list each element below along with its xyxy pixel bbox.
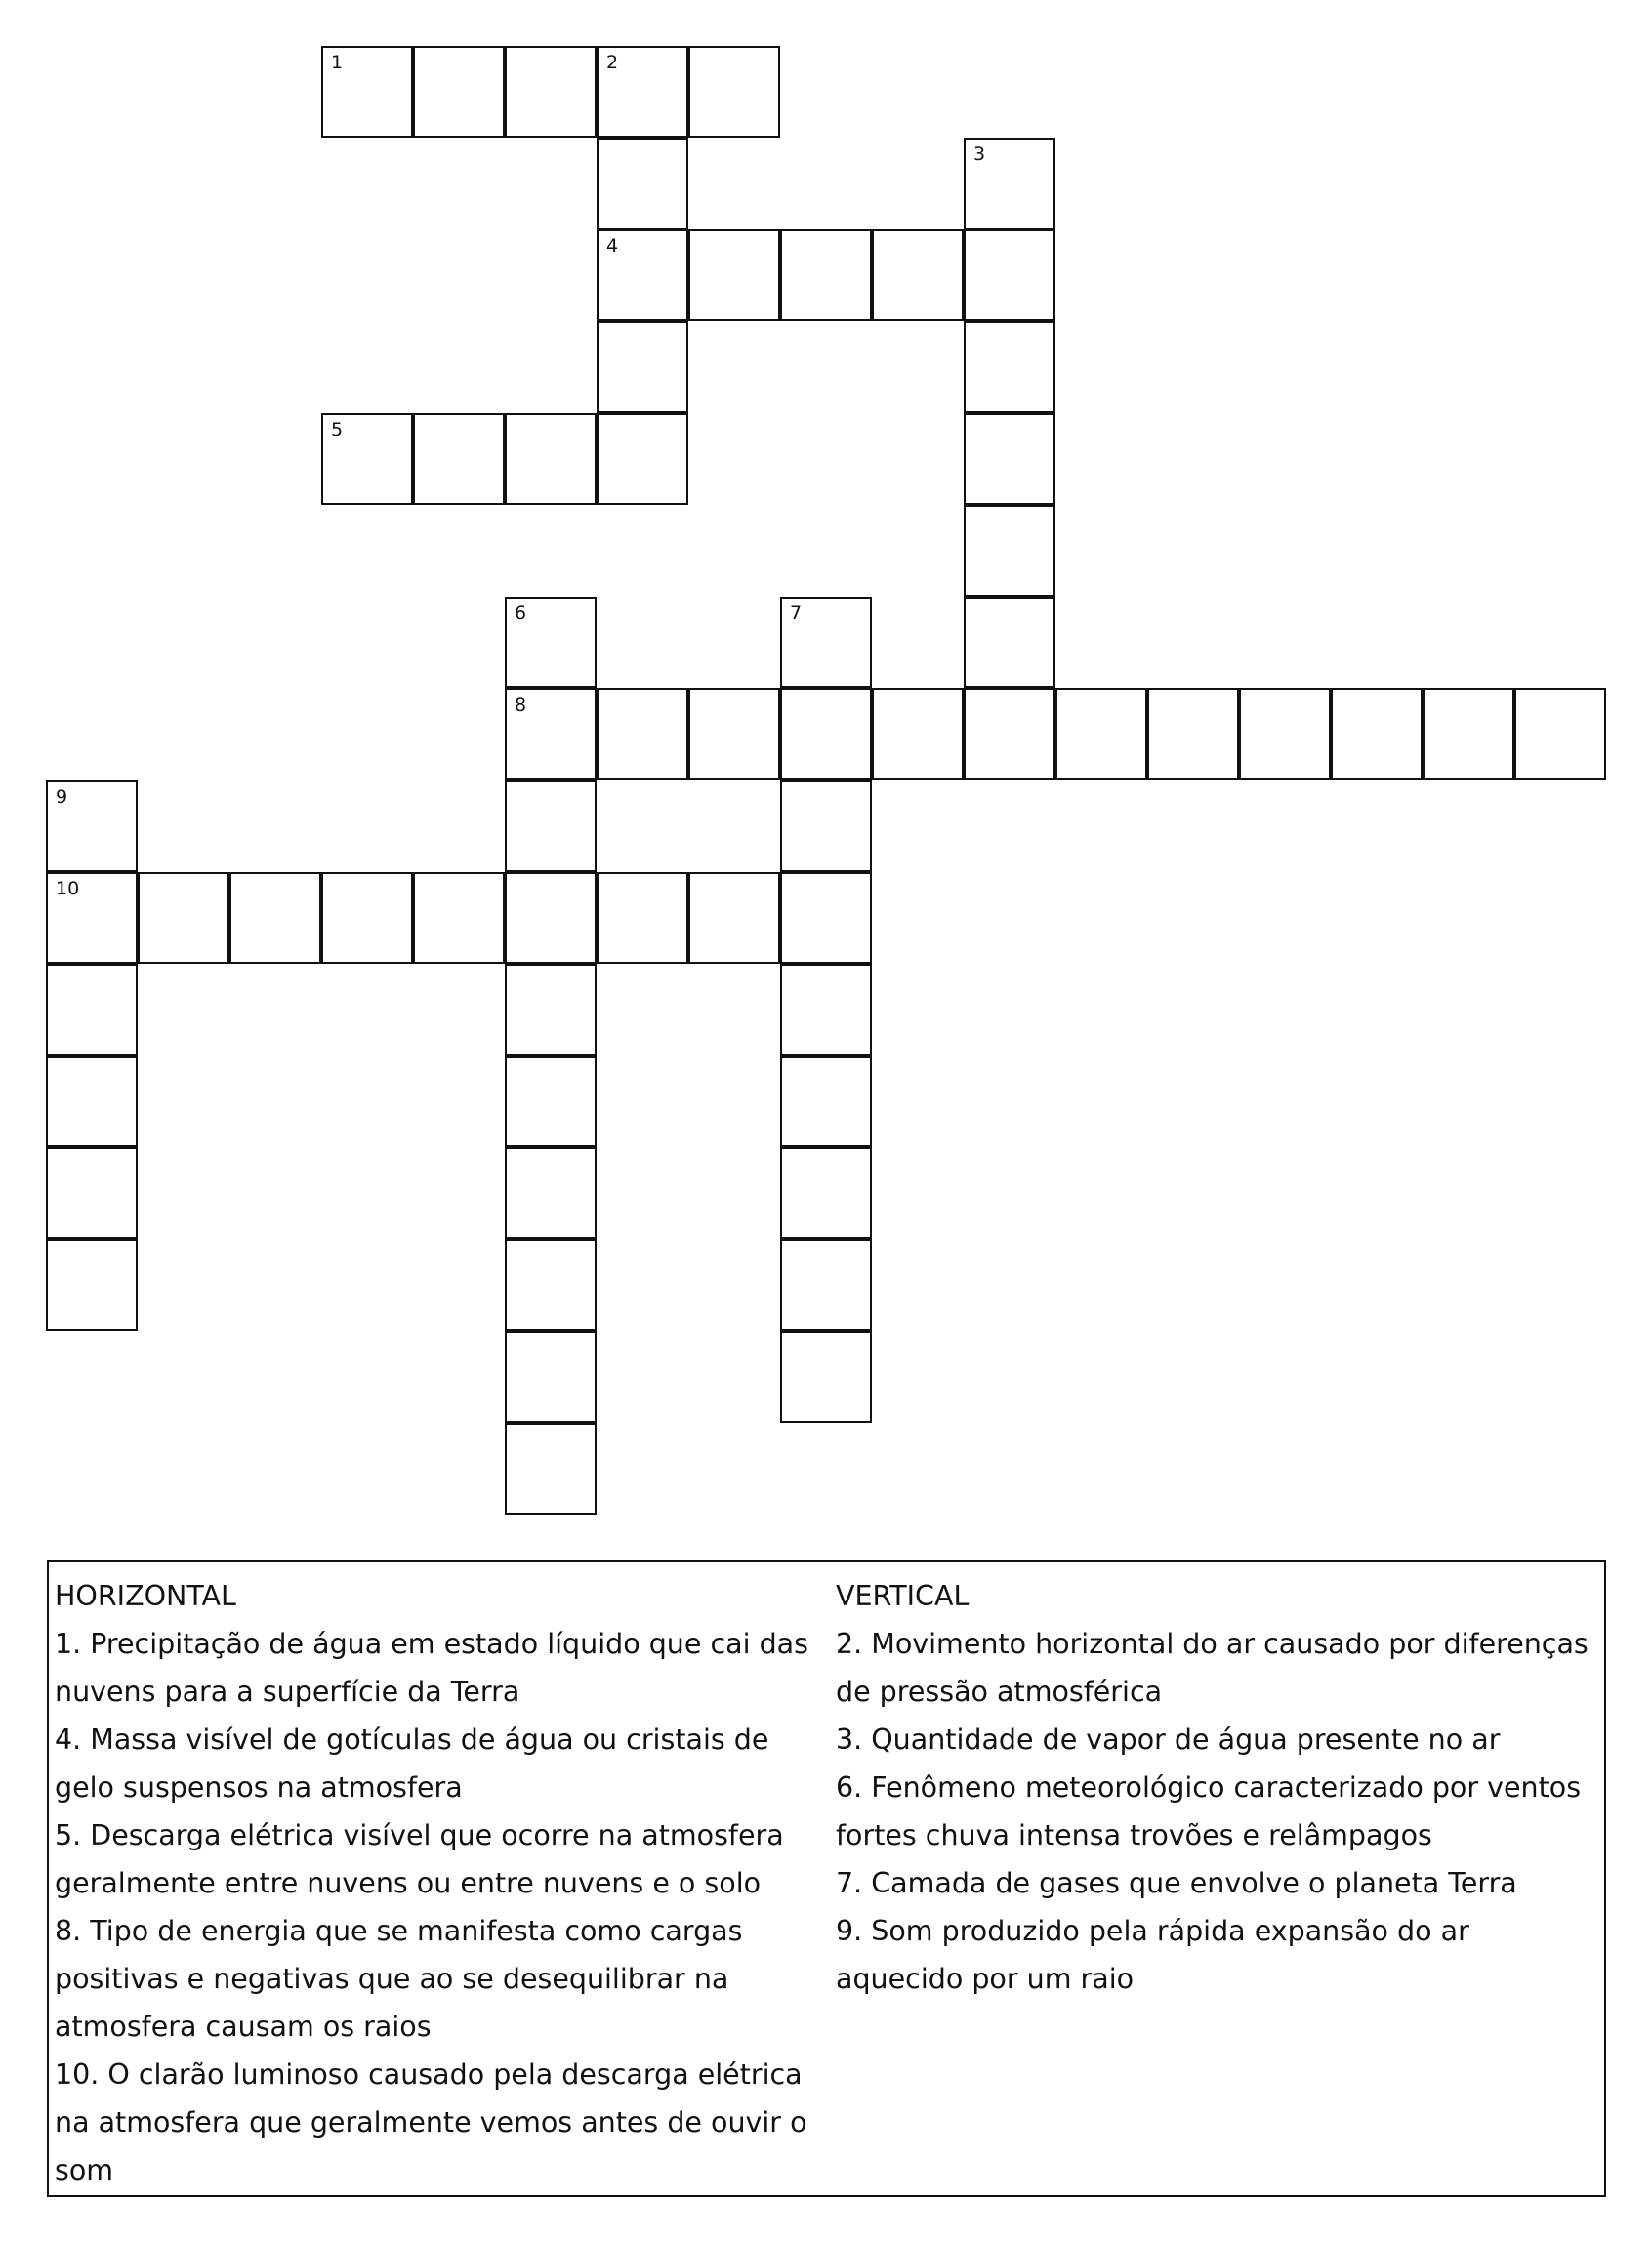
crossword-cell[interactable]	[229, 872, 321, 964]
crossword-cell[interactable]	[597, 138, 688, 229]
crossword-cell[interactable]	[1331, 688, 1423, 780]
clue-vertical-9: 9. Som produzido pela rápida expansão do ar aquecido por um raio	[836, 1915, 1469, 1995]
crossword-cell[interactable]	[46, 1147, 138, 1239]
crossword-cell[interactable]	[1147, 688, 1239, 780]
clue-number: 1	[331, 52, 344, 73]
crossword-cell[interactable]	[964, 321, 1055, 413]
crossword-cell[interactable]	[505, 1147, 597, 1239]
clue-number: 8	[515, 694, 527, 716]
crossword-cell[interactable]	[872, 688, 964, 780]
horizontal-clues	[55, 1572, 826, 2194]
crossword-cell[interactable]	[597, 229, 688, 321]
crossword-cell[interactable]	[321, 872, 413, 964]
crossword-cell[interactable]	[321, 413, 413, 505]
crossword-cell[interactable]	[597, 321, 688, 413]
crossword-cell[interactable]	[780, 964, 872, 1056]
crossword-cell[interactable]	[597, 46, 688, 138]
clue-number: 4	[606, 235, 619, 257]
crossword-cell[interactable]	[964, 597, 1055, 688]
crossword-cell[interactable]	[505, 597, 597, 688]
crossword-cell[interactable]	[964, 138, 1055, 229]
crossword-cell[interactable]	[597, 413, 688, 505]
crossword-cell[interactable]	[46, 964, 138, 1056]
crossword-cell[interactable]	[138, 872, 229, 964]
clue-vertical-7: 7. Camada de gases que envolve o planeta Terra	[836, 1867, 1517, 1899]
crossword-cell[interactable]	[780, 688, 872, 780]
crossword-cell[interactable]	[46, 1239, 138, 1331]
crossword-cell[interactable]	[1055, 688, 1147, 780]
clue-horizontal-10: 10. O clarão luminoso causado pela descarga elétrica na atmosfera que geralmente vemos antes de ouvir o som	[55, 2058, 807, 2186]
crossword-cell[interactable]	[413, 872, 505, 964]
crossword-cell[interactable]	[413, 413, 505, 505]
crossword-cell[interactable]	[46, 1056, 138, 1147]
crossword-cell[interactable]	[1423, 688, 1514, 780]
crossword-cell[interactable]	[505, 1331, 597, 1423]
horizontal-heading: HORIZONTAL	[55, 1580, 236, 1612]
crossword-cell[interactable]	[780, 1331, 872, 1423]
crossword-cell[interactable]	[505, 872, 597, 964]
crossword-cell[interactable]	[505, 1056, 597, 1147]
crossword-cell[interactable]	[413, 46, 505, 138]
crossword-cell[interactable]	[46, 872, 138, 964]
clue-horizontal-8: 8. Tipo de energia que se manifesta como cargas positivas e negativas que ao se desequilibrar na atmosfera causam os raios	[55, 1915, 743, 2043]
crossword-cell[interactable]	[964, 413, 1055, 505]
crossword-cell[interactable]	[780, 1147, 872, 1239]
clue-vertical-3: 3. Quantidade de vapor de água presente no ar	[836, 1724, 1501, 1756]
crossword-cell[interactable]	[780, 872, 872, 964]
crossword-cell[interactable]	[46, 780, 138, 872]
clue-number: 9	[56, 786, 68, 808]
clue-horizontal-5: 5. Descarga elétrica visível que ocorre na atmosfera geralmente entre nuvens ou entre nuvens e o solo	[55, 1819, 784, 1899]
crossword-cell[interactable]	[688, 46, 780, 138]
crossword-cell[interactable]	[688, 872, 780, 964]
crossword-cell[interactable]	[872, 229, 964, 321]
clue-number: 5	[331, 419, 344, 440]
vertical-heading: VERTICAL	[836, 1580, 970, 1612]
clue-vertical-6: 6. Fenômeno meteorológico caracterizado por ventos fortes chuva intensa trovões e relâmpagos	[836, 1771, 1582, 1851]
crossword-cell[interactable]	[780, 229, 872, 321]
crossword-cell[interactable]	[505, 1239, 597, 1331]
crossword-cell[interactable]	[780, 780, 872, 872]
clue-number: 10	[56, 878, 80, 899]
crossword-cell[interactable]	[597, 872, 688, 964]
vertical-clues	[836, 1572, 1597, 2003]
crossword-cell[interactable]	[505, 688, 597, 780]
clue-horizontal-4: 4. Massa visível de gotículas de água ou cristais de gelo suspensos na atmosfera	[55, 1724, 769, 1804]
crossword-cell[interactable]	[597, 688, 688, 780]
clue-horizontal-1: 1. Precipitação de água em estado líquido que cai das nuvens para a superfície da Terra	[55, 1628, 808, 1708]
crossword-cell[interactable]	[780, 1239, 872, 1331]
crossword-cell[interactable]	[964, 505, 1055, 597]
crossword-cell[interactable]	[505, 964, 597, 1056]
clue-number: 3	[973, 144, 986, 165]
clue-number: 6	[515, 603, 527, 624]
crossword-cell[interactable]	[964, 229, 1055, 321]
crossword-cell[interactable]	[321, 46, 413, 138]
crossword-cell[interactable]	[1514, 688, 1606, 780]
clue-vertical-2: 2. Movimento horizontal do ar causado por diferenças de pressão atmosférica	[836, 1628, 1589, 1708]
crossword-cell[interactable]	[964, 688, 1055, 780]
crossword-cell[interactable]	[688, 229, 780, 321]
crossword-cell[interactable]	[780, 597, 872, 688]
crossword-cell[interactable]	[505, 413, 597, 505]
crossword-cell[interactable]	[505, 780, 597, 872]
clue-number: 2	[606, 52, 619, 73]
crossword-cell[interactable]	[505, 46, 597, 138]
crossword-cell[interactable]	[780, 1056, 872, 1147]
clue-number: 7	[790, 603, 803, 624]
crossword-cell[interactable]	[505, 1423, 597, 1515]
crossword-cell[interactable]	[688, 688, 780, 780]
crossword-cell[interactable]	[1239, 688, 1331, 780]
clue-box	[47, 1560, 1606, 2197]
